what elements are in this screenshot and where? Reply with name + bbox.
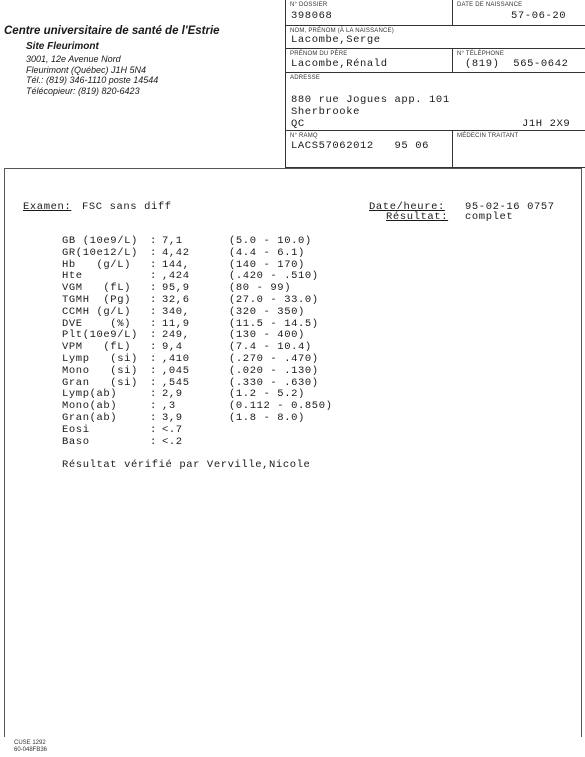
test-name: Mono (si) (62, 364, 138, 377)
test-value: 3,9 (162, 411, 183, 424)
test-value: 4,42 (162, 246, 190, 259)
test-name: Plt(10e9/L) (62, 329, 138, 342)
test-value: ,410 (162, 352, 190, 365)
test-separator: : (150, 341, 157, 354)
test-name: Gran (si) (62, 376, 138, 389)
test-value: ,545 (162, 376, 190, 389)
dossier-field (285, 0, 452, 26)
results-panel (4, 168, 582, 737)
test-value: <.7 (162, 423, 183, 436)
form-code: CUSE 1292 (14, 740, 46, 746)
test-name: VGM (fL) (62, 282, 132, 295)
test-reference-range: (.020 - .130) (229, 364, 319, 377)
test-name: GB (10e9/L) (62, 235, 138, 247)
test-separator: : (150, 388, 157, 401)
test-reference-range: (27.0 - 33.0) (229, 293, 319, 306)
test-reference-range: (.270 - .470) (229, 352, 319, 365)
test-separator: : (150, 270, 157, 283)
address-line1: 880 rue Jogues app. 101 (291, 94, 450, 106)
test-name: TGMH (Pg) (62, 293, 132, 306)
test-separator: : (150, 282, 157, 295)
test-reference-range: (.420 - .510) (229, 270, 319, 283)
test-name: Lymp(ab) (62, 388, 118, 401)
test-separator: : (150, 364, 157, 377)
form-number: 60-048FB36 (14, 747, 48, 753)
ramq-value: LACS57062012 95 06 (291, 140, 430, 152)
test-reference-range: (11.5 - 14.5) (229, 317, 319, 330)
institution-address-line1: 3001, 12e Avenue Nord (26, 54, 121, 64)
father-label: PRÉNOM DU PÈRE (290, 51, 348, 57)
test-reference-range: (1.2 - 5.2) (229, 388, 305, 401)
dob-field (452, 0, 585, 26)
test-separator: : (150, 400, 157, 413)
test-name: Hb (g/L) (62, 258, 132, 271)
exam-label: Examen: (23, 201, 72, 213)
test-name: GR(10e12/L) (62, 246, 138, 259)
verified-by: Résultat vérifié par Verville,Nicole (62, 459, 311, 471)
result-value: complet (465, 211, 514, 223)
phone-field (452, 49, 585, 73)
date-label: Date/heure: (369, 201, 445, 213)
ramq-field (285, 131, 452, 168)
test-separator: : (150, 352, 157, 365)
test-separator: : (150, 246, 157, 259)
test-separator: : (150, 317, 157, 330)
test-reference-range: (0.112 - 0.850) (229, 400, 333, 413)
test-name: Lymp (si) (62, 352, 138, 365)
test-value: <.2 (162, 435, 183, 448)
test-reference-range: (7.4 - 10.4) (229, 341, 312, 354)
institution-fax: Télécopieur: (819) 820-6423 (26, 85, 140, 96)
test-value: 340, (162, 305, 190, 318)
date-value: 95-02-16 0757 (465, 201, 555, 213)
phone-value: (819) 565-0642 (465, 58, 569, 70)
form-footer (14, 740, 47, 754)
test-value: 11,9 (162, 317, 190, 330)
test-name: CCMH (g/L) (62, 305, 132, 318)
test-separator: : (150, 329, 157, 342)
address-line2: Sherbrooke (291, 106, 361, 118)
test-value: 95,9 (162, 282, 190, 295)
test-name: Baso (62, 435, 90, 448)
test-value: ,424 (162, 270, 190, 283)
test-reference-range: (4.4 - 6.1) (229, 246, 305, 259)
dossier-label: N° DOSSIER (290, 2, 328, 8)
father-field (285, 49, 452, 73)
institution-name: Centre universitaire de santé de l'Estrie (4, 25, 220, 37)
test-name: Gran(ab) (62, 411, 118, 424)
father-value: Lacombe,Rénald (291, 58, 388, 70)
patient-form (285, 0, 585, 168)
test-value: ,3 (162, 400, 176, 413)
test-reference-range: (.330 - .630) (229, 376, 319, 389)
institution-phone: Tél.: (819) 346-1110 poste 14544 (26, 75, 159, 85)
test-value: 9,4 (162, 341, 183, 354)
exam-value: FSC sans diff (82, 201, 172, 213)
test-separator: : (150, 235, 157, 247)
test-separator: : (150, 411, 157, 424)
test-value: 144, (162, 258, 190, 271)
ramq-label: N° RAMQ (290, 133, 318, 139)
phone-label: N° TÉLÉPHONE (457, 51, 505, 57)
address-province: QC (291, 118, 305, 130)
test-separator: : (150, 293, 157, 306)
test-value: 249, (162, 329, 190, 342)
test-name: Eosi (62, 423, 90, 436)
dob-value: 57-06-20 (511, 10, 567, 22)
address-postal: J1H 2X9 (522, 118, 571, 130)
test-reference-range: (5.0 - 10.0) (229, 235, 312, 247)
test-value: 32,6 (162, 293, 190, 306)
test-name: DVE (%) (62, 317, 132, 330)
test-reference-range: (140 - 170) (229, 258, 305, 271)
institution-address-line2: Fleurimont (Québec) J1H 5N4 (26, 64, 147, 75)
patient-name-value: Lacombe,Serge (291, 34, 381, 46)
result-label: Résultat: (386, 211, 449, 223)
test-reference-range: (1.8 - 8.0) (229, 411, 305, 424)
doctor-field (452, 131, 585, 168)
test-value: 2,9 (162, 388, 183, 401)
test-reference-range: (320 - 350) (229, 305, 305, 318)
test-reference-range: (80 - 99) (229, 282, 292, 295)
test-name: Mono(ab) (62, 400, 118, 413)
test-separator: : (150, 423, 157, 436)
dossier-value: 398068 (291, 10, 333, 22)
test-separator: : (150, 376, 157, 389)
dob-label: DATE DE NAISSANCE (457, 2, 523, 8)
test-reference-range: (130 - 400) (229, 329, 305, 342)
address-label: ADRESSE (290, 75, 321, 81)
test-separator: : (150, 435, 157, 448)
test-separator: : (150, 305, 157, 318)
test-value: 7,1 (162, 235, 183, 247)
test-name: VPM (fL) (62, 341, 132, 354)
institution-site: Site Fleurimont (26, 41, 99, 52)
patient-name-field (285, 26, 585, 49)
test-name: Hte (62, 270, 83, 283)
address-field (285, 73, 585, 131)
doctor-label: MÉDECIN TRAITANT (457, 133, 519, 139)
institution-block (4, 24, 284, 96)
test-value: ,045 (162, 364, 190, 377)
test-separator: : (150, 258, 157, 271)
patient-name-label: NOM, PRÉNOM (À LA NAISSANCE) (290, 28, 394, 34)
